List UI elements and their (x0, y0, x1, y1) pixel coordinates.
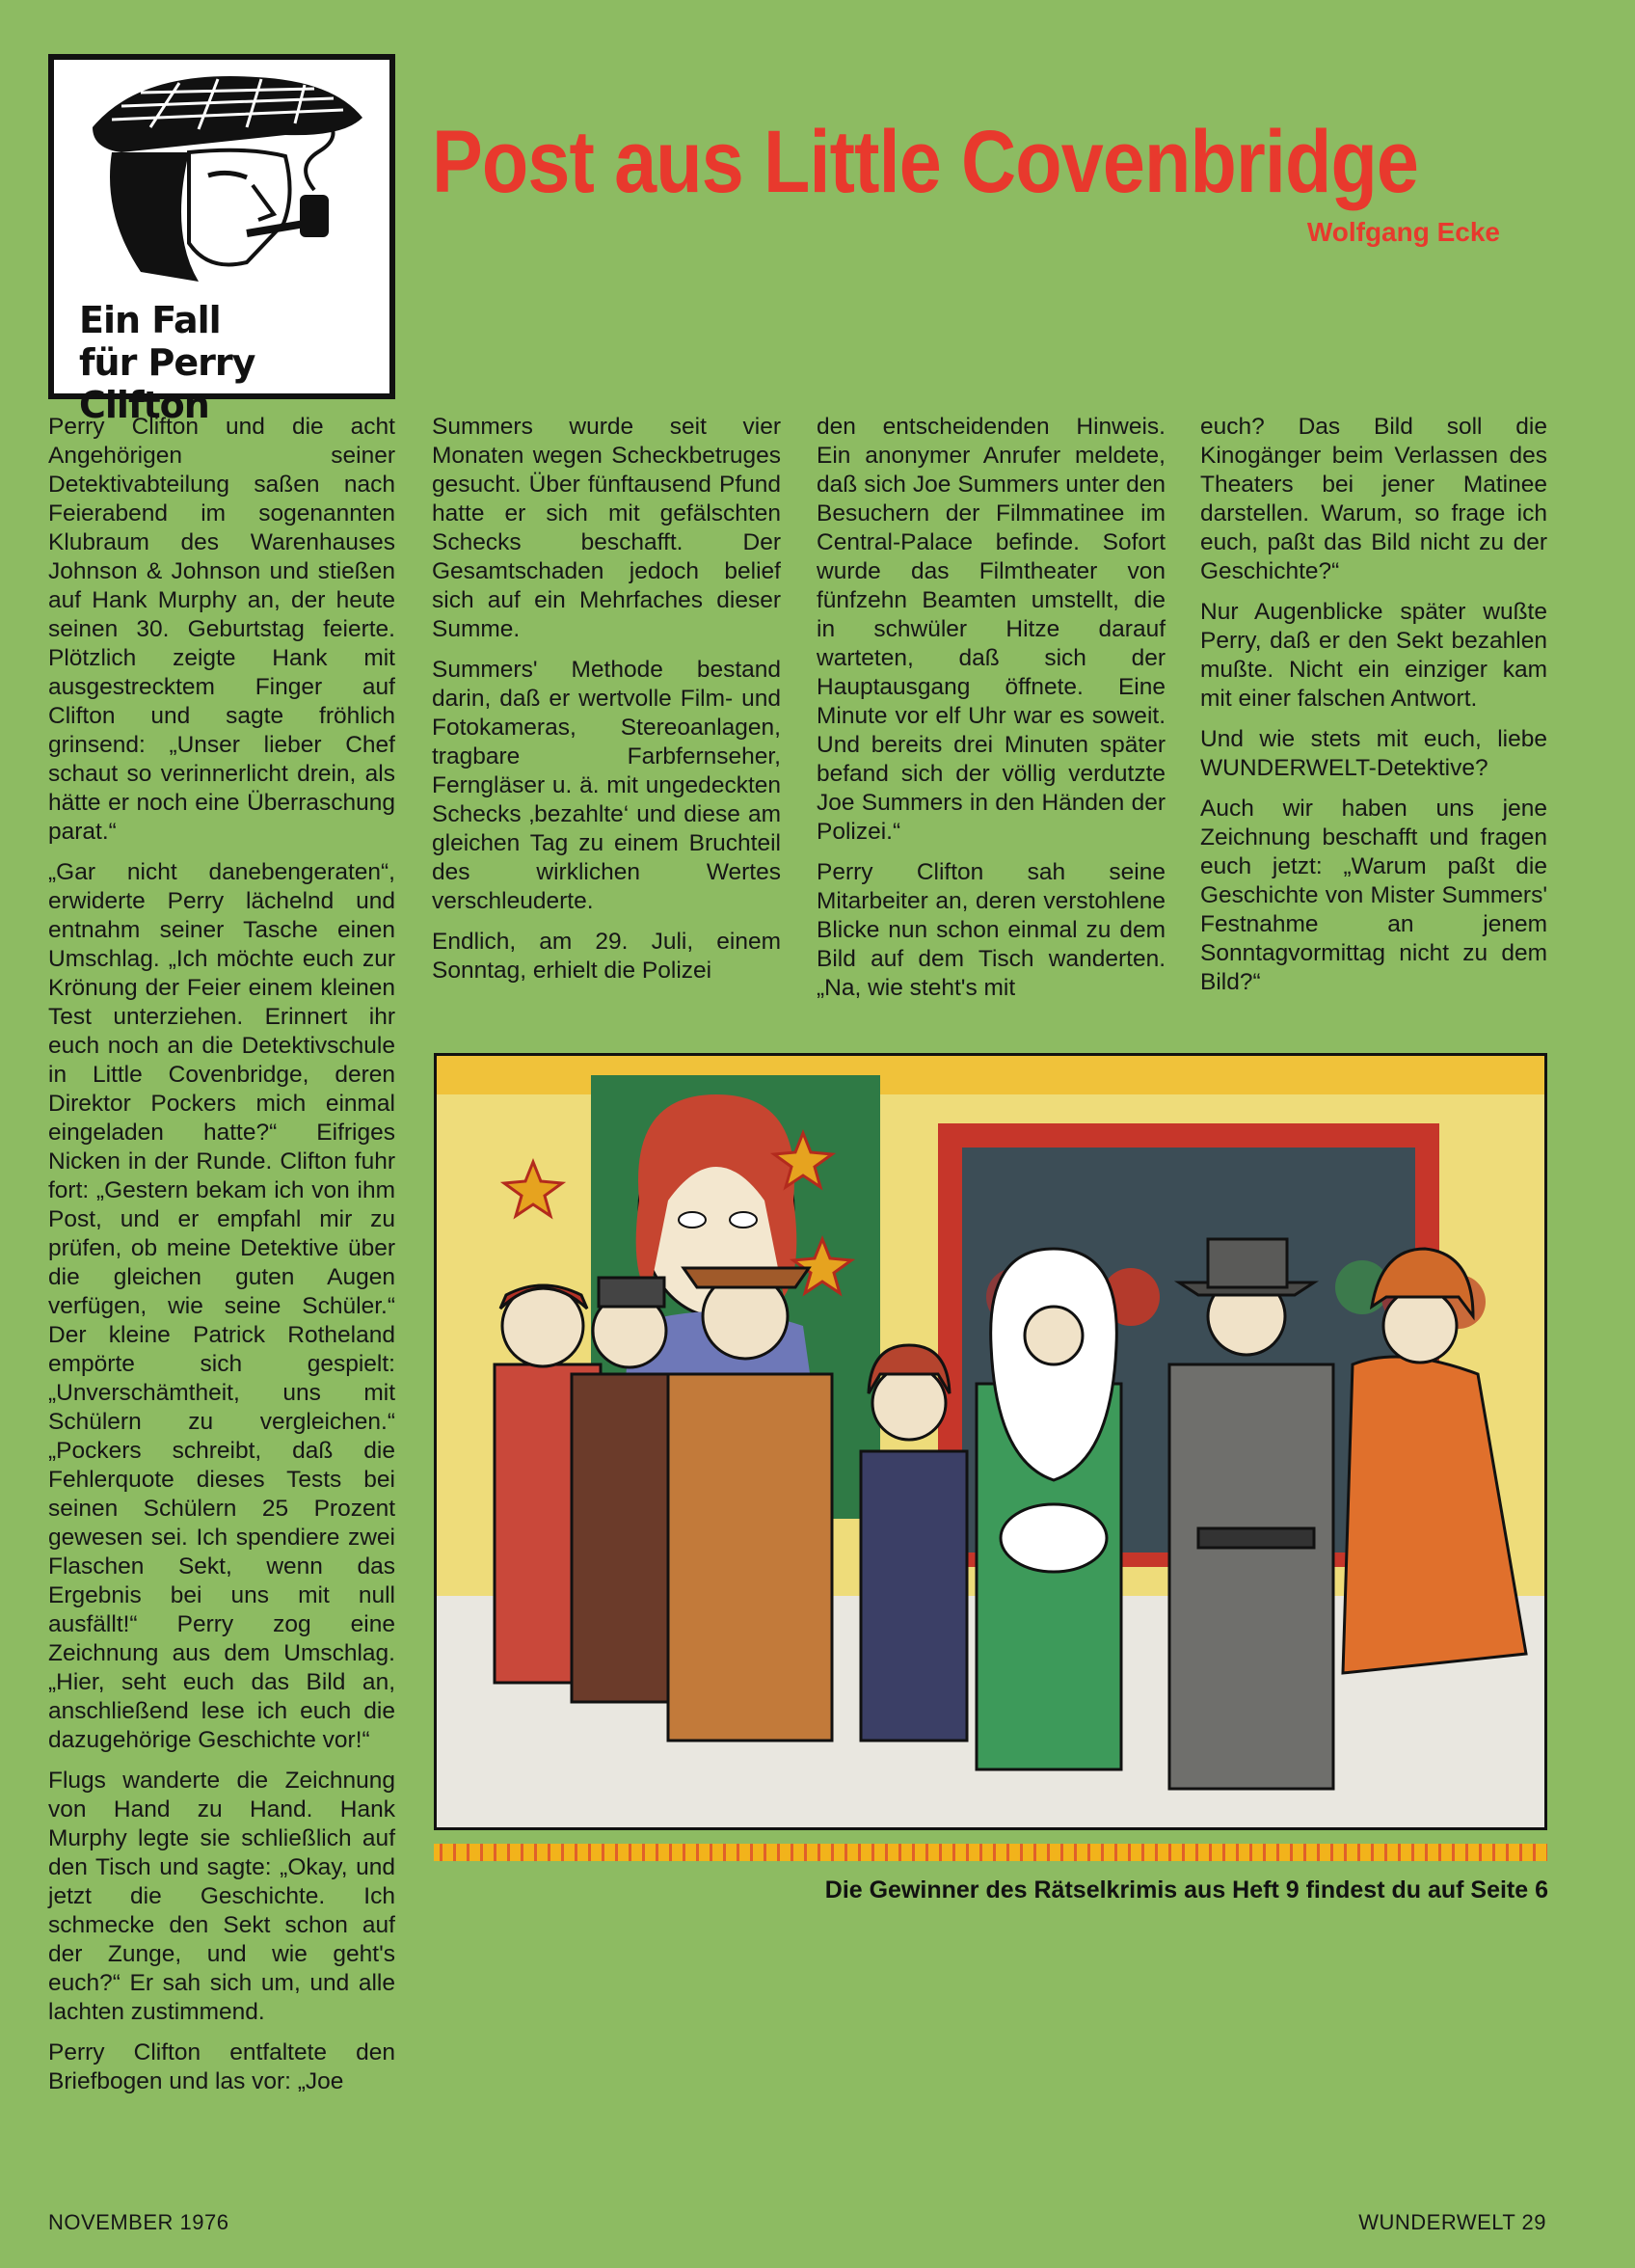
logo-caption (79, 299, 389, 426)
paragraph: den entscheidenden Hinweis. Ein anonymer Anrufer meldete, daß sich Joe Summers unter den Besuchern der Filmmatinee im Central-Palace befinde. Sofort wurde das Filmtheater von fünfzehn Beamten umstellt, die in schwüler Hitze darauf warteten, daß sich der Hauptausgang öffnete. Eine Minute vor elf Uhr war es soweit. Und bereits drei Minuten später befand sich der völlig verdutzte Joe Summers in den Händen der Polizei.“ (817, 414, 1166, 845)
paragraph: Nur Augenblicke später wußte Perry, daß er den Sekt bezahlen mußte. Nicht ein einziger kam mit einer falschen Antwort. (1200, 599, 1547, 712)
paragraph: Auch wir haben uns jene Zeichnung beschafft und fragen euch jetzt: „Warum paßt die Geschichte von Mister Summers' Festnahme an jenem Sonntagvormittag nicht zu dem Bild?“ (1200, 796, 1547, 995)
paragraph: euch? Das Bild soll die Kinogänger beim Verlassen des Theaters bei jener Matinee darstellen. Warum, so frage ich euch, paßt das Bild nicht zu der Geschichte?“ (1200, 414, 1547, 584)
paragraph: Perry Clifton sah seine Mitarbeiter an, deren verstohlene Blicke nun schon einmal zu dem Bild auf dem Tisch wanderten. „Na, wie steht's mit (817, 859, 1166, 1001)
logo-line-1: Ein Fall (79, 299, 221, 341)
page-number: WUNDERWELT 29 (1358, 2210, 1546, 2234)
text-column-4 (1200, 413, 1547, 1009)
paragraph: „Gar nicht danebengeraten“, erwiderte Perry lächelnd und entnahm seiner Tasche einen Umschlag. „Ich möchte euch zur Krönung der Feier einem kleinen Test unterziehen. Erinnert ihr euch noch an die Detektivschule in Little Covenbridge, deren Direktor Pockers mich einmal eingeladen hatte?“ Eifriges Nicken in der Runde. Clifton fuhr fort: „Gestern bekam ich von ihm Post, und er empfahl mir zu prüfen, ob meine Detektive über die gleichen guten Augen verfügen, wie seine Schüler.“ Der kleine Patrick Rotheland empörte sich gespielt: „Unverschämtheit, uns mit Schülern zu vergleichen.“ „Pockers schreibt, daß die Fehlerquote dieses Tests bei seinen Schülern 25 Prozent gewesen sei. Ich spendiere zwei Flaschen Sekt, wenn das Ergebnis bei uns mit null ausfällt!“ Perry zog eine Zeichnung aus dem Umschlag. „Hier, seht euch das Bild an, anschließend lese ich euch die dazugehörige Geschichte vor!“ (48, 859, 395, 1753)
paragraph: Flugs wanderte die Zeichnung von Hand zu Hand. Hank Murphy legte sie schließlich auf den Tisch und sagte: „Okay, und jetzt die Geschichte. Ich schmecke den Sekt schon auf der Zunge, und wie geht's euch?“ Er sah sich um, und alle lachten zustimmend. (48, 1768, 395, 2025)
text-column-1 (48, 413, 395, 2108)
issue-date: NOVEMBER 1976 (48, 2210, 229, 2234)
article-title: Post aus Little Covenbridge (432, 113, 1419, 211)
cinema-crowd-drawing (437, 1056, 1544, 1827)
text-column-3 (817, 413, 1166, 1014)
article-author: Wolfgang Ecke (1306, 217, 1500, 247)
paragraph: Endlich, am 29. Juli, einem Sonntag, erhielt die Polizei (432, 929, 781, 984)
text-column-2 (432, 413, 781, 997)
paragraph: Summers wurde seit vier Monaten wegen Scheckbetruges gesucht. Über fünftausend Pfund hatte er sich mit gefälschten Schecks beschafft. Der Gesamtschaden jedoch belief sich auf ein Mehrfaches dieser Summe. (432, 414, 781, 642)
paragraph: Und wie stets mit euch, liebe WUNDERWELT-Detektive? (1200, 726, 1547, 781)
paragraph: Perry Clifton entfaltete den Briefbogen und las vor: „Joe (48, 2039, 395, 2094)
series-logo (48, 54, 395, 426)
decorative-stripe (434, 1844, 1547, 1861)
paragraph: Summers' Methode bestand darin, daß er wertvolle Film- und Fotokameras, Stereoanlagen, tragbare Farbfernseher, Ferngläser u. ä. mit ungedeckten Schecks ‚bezahlte‘ und diese am gleichen Tag zu einem Bruchteil des wirklichen Wertes verschleuderte. (432, 657, 781, 914)
winners-note: Die Gewinner des Rätselkrimis aus Heft 9 findest du auf Seite 6 (824, 1876, 1548, 1904)
puzzle-illustration (434, 1053, 1547, 1830)
detective-pipe-icon (54, 60, 389, 291)
paragraph: Perry Clifton und die acht Angehörigen seiner Detektivabteilung saßen nach Feierabend im sogenannten Klubraum des Warenhauses Johnson & Johnson und stießen auf Hank Murphy an, der heute seinen 30. Geburtstag feierte. Plötzlich zeigte Hank mit ausgestrecktem Finger auf Clifton und sagte fröhlich grinsend: „Unser lieber Chef schaut so verinnerlicht drein, als hätte er noch eine Überraschung parat.“ (48, 414, 395, 845)
logo-line-2: für Perry Clifton (79, 341, 255, 426)
